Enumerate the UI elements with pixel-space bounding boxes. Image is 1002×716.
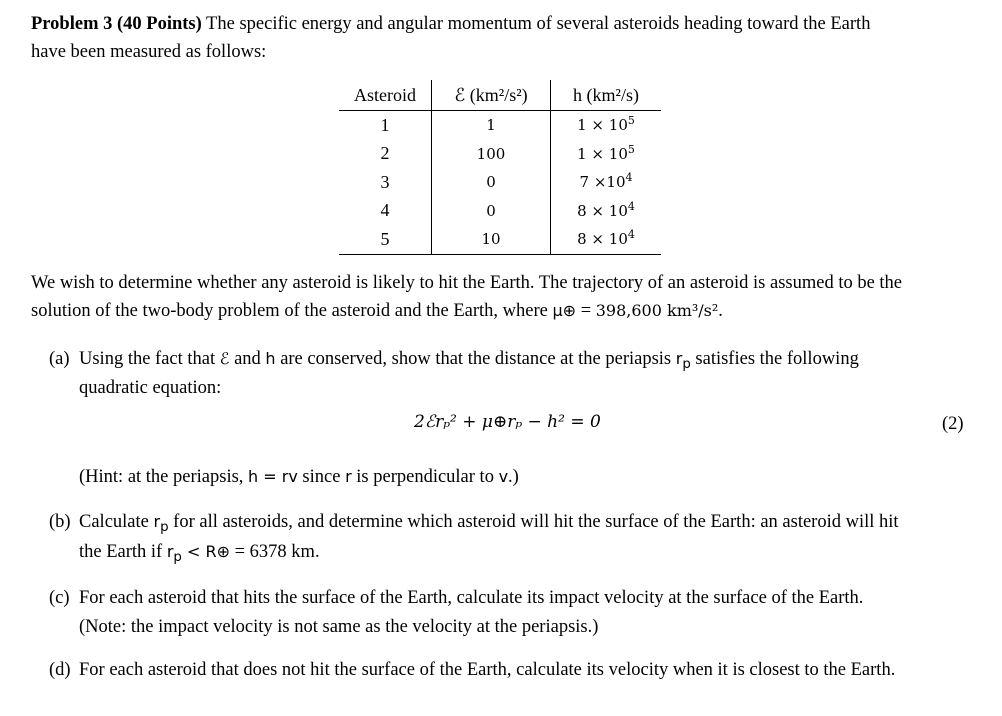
table-row (339, 225, 661, 254)
rp-r: r (675, 349, 683, 368)
statement-text: solution of the two-body problem of the asteroid and the Earth, where (31, 301, 553, 321)
table-row (339, 168, 661, 197)
cell-asteroid: 1 (380, 114, 390, 135)
table-row (339, 197, 661, 226)
part-b-text: = 6378 km. (230, 542, 320, 562)
cell-h-exponent: 4 (627, 199, 635, 213)
h-symbol: h (265, 349, 276, 368)
part-a-text: Using the fact that (79, 349, 220, 369)
problem-intro (31, 10, 870, 66)
hint-text: since (297, 467, 346, 487)
asteroid-table (339, 80, 661, 255)
part-a-text: and (229, 349, 266, 369)
part-b-line2 (49, 537, 899, 567)
cell-h (551, 225, 662, 254)
table-header-row (339, 80, 661, 111)
part-a (49, 344, 859, 403)
part-c-label: (c) (49, 588, 70, 608)
header-angular-momentum: h (km²/s) (551, 80, 662, 111)
cell-h-exponent: 5 (627, 142, 635, 156)
part-a-line2: quadratic equation: (79, 378, 222, 398)
statement-line2 (31, 297, 902, 325)
statement-text: = (576, 301, 596, 321)
hint (79, 462, 519, 492)
problem-heading: Problem 3 (40 Points) (31, 14, 202, 34)
cell-h-mantissa: 1 × 10 (577, 116, 628, 135)
rp-r: r (166, 542, 174, 561)
v-symbol: v (498, 467, 509, 486)
problem-statement (31, 269, 902, 325)
cell-h-mantissa: 7 ×10 (579, 173, 626, 192)
quadratic-equation: 2ℰrₚ² + μ⊕rₚ − h² = 0 (414, 412, 601, 432)
earth-radius-condition: < R⊕ (181, 542, 230, 561)
cell-energy: 0 (432, 168, 551, 197)
cell-h (551, 111, 662, 140)
table-row (339, 140, 661, 169)
r-symbol: r (345, 467, 352, 486)
part-d-label: (d) (49, 660, 71, 680)
hint-equation: h = rv (248, 467, 298, 486)
rp-symbol (675, 349, 691, 373)
header-asteroid: Asteroid (339, 80, 432, 111)
hint-text: .) (508, 467, 519, 487)
mu-value: 398,600 km³/s² (595, 301, 719, 320)
hint-text: (Hint: at the periapsis, (79, 467, 249, 487)
statement-line1: We wish to determine whether any asteroid is likely to hit the Earth. The trajectory of an asteroid is assumed to be the (31, 273, 903, 293)
hint-text: is perpendicular to (351, 467, 499, 487)
part-c-line2: (Note: the impact velocity is not same as the velocity at the periapsis.) (79, 617, 599, 637)
statement-text: . (718, 301, 723, 321)
rp-sub: p (682, 357, 691, 373)
part-b-text: Calculate (79, 512, 154, 532)
cell-energy: 1 (432, 111, 551, 140)
cell-h-mantissa: 8 × 10 (577, 201, 628, 220)
cell-energy: 0 (432, 197, 551, 226)
header-energy: ℰ (km²/s²) (432, 80, 551, 111)
energy-symbol: ℰ (219, 349, 230, 368)
cell-asteroid: 4 (380, 200, 390, 221)
part-d (49, 656, 895, 685)
cell-energy: 100 (432, 140, 551, 169)
cell-h-exponent: 5 (627, 114, 635, 128)
rp-sub: p (160, 520, 169, 536)
cell-h (551, 168, 662, 197)
equation-number: (2) (942, 414, 964, 434)
cell-asteroid: 3 (380, 171, 390, 192)
part-b-text: for all asteroids, and determine which asteroid will hit the surface of the Earth: an asteroid will hit (168, 512, 899, 532)
part-b-label: (b) (49, 512, 71, 532)
cell-h (551, 140, 662, 169)
rp-r: r (153, 512, 161, 531)
part-c (49, 584, 863, 642)
rp-sub: p (173, 550, 182, 566)
part-c-text: For each asteroid that hits the surface of the Earth, calculate its impact velocity at the surface of the Earth. (79, 588, 864, 608)
part-d-text: For each asteroid that does not hit the surface of the Earth, calculate its velocity when it is closest to the Earth. (79, 660, 896, 680)
intro-text-line1: The specific energy and angular momentum of several asteroids heading toward the Earth (201, 14, 871, 34)
mu-symbol: μ⊕ (552, 301, 577, 320)
cell-h-exponent: 4 (625, 171, 633, 185)
rp-symbol (166, 542, 182, 566)
rp-symbol (153, 512, 169, 536)
part-b (49, 507, 899, 567)
part-b-text: the Earth if (79, 542, 167, 562)
cell-energy: 10 (432, 225, 551, 254)
cell-asteroid: 2 (380, 143, 390, 164)
cell-h-mantissa: 1 × 10 (577, 144, 628, 163)
part-a-label: (a) (49, 349, 70, 369)
cell-asteroid: 5 (339, 225, 432, 254)
part-a-text: are conserved, show that the distance at the periapsis (275, 349, 676, 369)
cell-h-mantissa: 8 × 10 (577, 230, 628, 249)
table-row (339, 111, 661, 140)
cell-h (551, 197, 662, 226)
cell-h-exponent: 4 (627, 228, 635, 242)
part-a-text: satisfies the following (690, 349, 859, 369)
intro-text-line2: have been measured as follows: (31, 42, 267, 62)
